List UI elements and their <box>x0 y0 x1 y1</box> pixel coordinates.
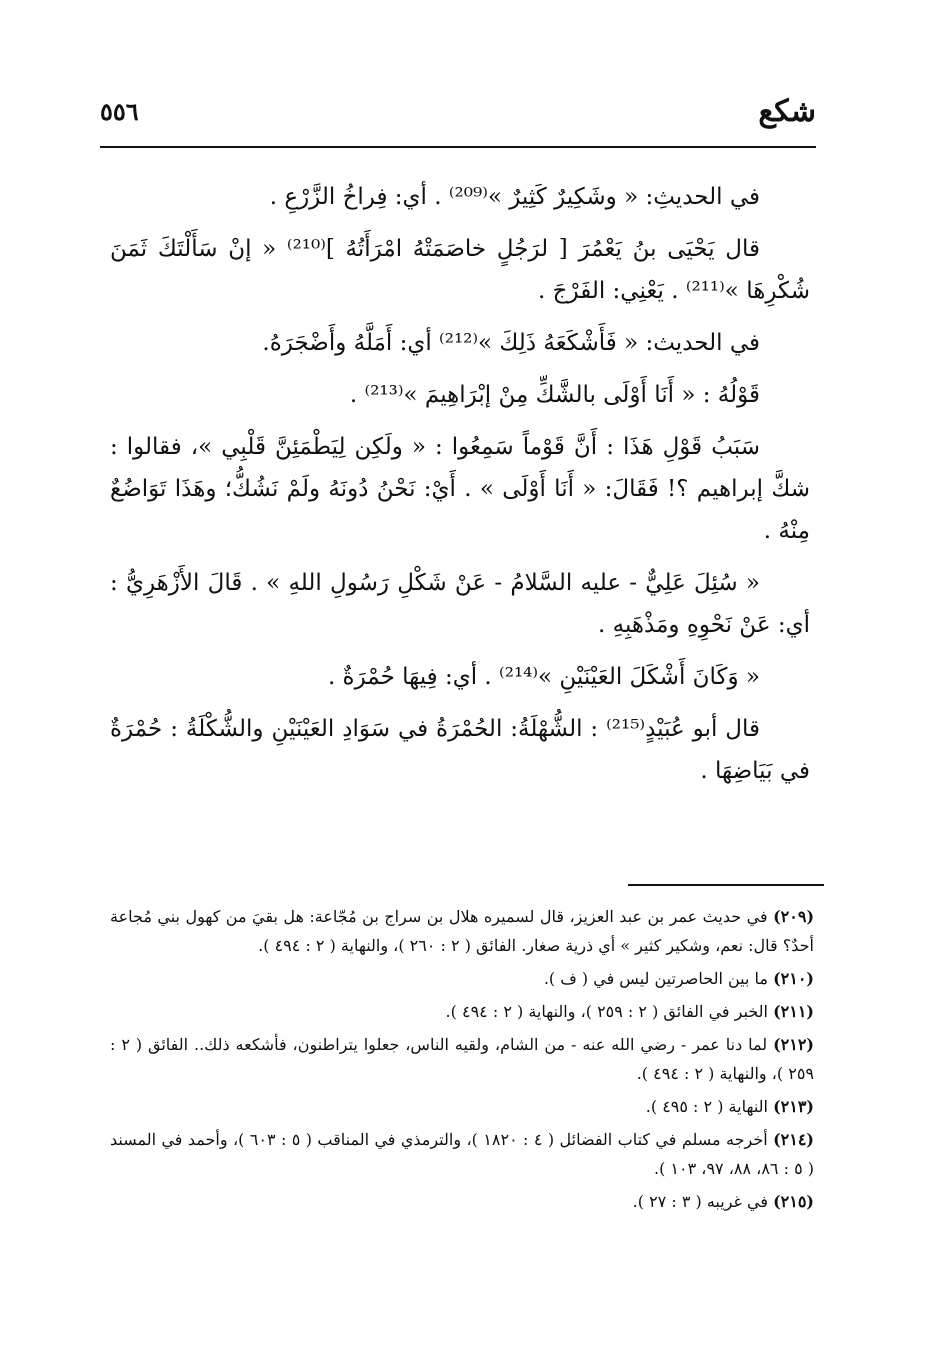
footnote-text: في غريبه ( ٣ : ٢٧ ). <box>632 1192 768 1211</box>
footnote-number: (٢١٣) <box>773 1097 814 1116</box>
footnote-number: (٢٠٩) <box>773 907 815 926</box>
footnote-text: ما بين الحاصرتين ليس في ( ف ). <box>543 969 768 988</box>
footnote <box>110 1030 814 1088</box>
paragraph: سَبَبُ قَوْلِ هَذَا : أَنَّ قَوْماً سَمِعُوا : « ولَكِن لِيَطْمَئِنَّ قَلْبِي »، فقالوا : شكَّ إبراهيم ؟! فَقَالَ: « أَنَا أَوْلَى » . أَيْ: نَحْنُ دُونَهُ ولَمْ نَشُكُّ؛ وهَذَا تَوَاضُعٌ مِنْهُ . <box>110 434 810 544</box>
page-header <box>100 92 816 136</box>
footnote-text: الخبر في الفائق ( ٢ : ٢٥٩ )، والنهاية ( ٢ : ٤٩٤ ). <box>445 1002 768 1021</box>
footnote-number: (٢١٠) <box>773 969 814 988</box>
page-number: ٥٥٦ <box>100 97 139 126</box>
header-divider <box>100 146 816 148</box>
footnote-text: النهاية ( ٢ : ٤٩٥ ). <box>645 1097 768 1116</box>
footnote-number: (٢١٥) <box>773 1192 814 1211</box>
paragraph: قال أبو عُبَيْدٍ⁽²¹⁵⁾ : الشُّهْلَةُ: الحُمْرَةُ في سَوَادِ العَيْنَيْنِ والشُّكْلَةُ : حُمْرَةٌ في بَيَاضِهَا . <box>110 716 810 784</box>
footnote-number: (٢١٢) <box>773 1035 814 1054</box>
footnote-number: (٢١١) <box>773 1002 814 1021</box>
main-text <box>110 176 810 802</box>
paragraph: في الحديثِ: « وشَكِيرٌ كَثِيرٌ »⁽²⁰⁹⁾ . أي: فِراخُ الزَّرْعِ . <box>269 184 760 210</box>
footnotes <box>110 902 814 1220</box>
footnote-text: أخرجه مسلم في كتاب الفضائل ( ٤ : ١٨٢٠ )، والترمذي في المناقب ( ٥ : ٦٠٣ )، وأحمد في المسند ( ٥ : ٨٦، ٨٨، ٩٧، ١٠٣ ). <box>110 1130 814 1178</box>
footnote <box>110 964 814 993</box>
footnote-number: (٢١٤) <box>773 1130 814 1149</box>
footnote-text: في حديث عمر بن عبد العزيز، قال لسميره هلال بن سراج بن مُجّاعة: هل بقيَ من كهول بني مُجاعة أحدٌ؟ قال: نعم، وشكير كثير » أي ذرية صغار. الفائق ( ٢ : ٢٦٠ )، والنهاية ( ٢ : ٤٩٤ ). <box>110 907 814 955</box>
footnote <box>110 1187 814 1216</box>
paragraph: قال يَحْيَى بنُ يَعْمُرَ [ لرَجُلٍ خاصَمَتْهُ امْرَأَتُهُ ]⁽²¹⁰⁾ « إنْ سَأَلْتَكَ ثَمَنَ شُكْرِهَا »⁽²¹¹⁾ . يَعْنِي: الفَرْجَ . <box>110 236 810 304</box>
paragraph: في الحديث: « فَأَشْكَعَهُ ذَلِكَ »⁽²¹²⁾ أي: أَمَلَّهُ وأَضْجَرَهُ. <box>262 330 760 356</box>
footnote <box>110 1092 814 1121</box>
paragraph: « وَكَانَ أَشْكَلَ العَيْنَيْنِ »⁽²¹⁴⁾ . أي: فِيهَا حُمْرَةٌ . <box>327 664 760 690</box>
footnote <box>110 997 814 1026</box>
footnote-divider <box>628 884 824 886</box>
entry-title: شكع <box>758 94 816 129</box>
footnote <box>110 902 814 960</box>
paragraph: قَوْلُهُ : « أَنَا أَوْلَى بالشَّكِّ مِنْ إبْرَاهِيمَ »⁽²¹³⁾ . <box>349 382 760 408</box>
footnote-text: لما دنا عمر - رضي الله عنه - من الشام، ولقيه الناس، جعلوا يتراطنون، فأشكعه ذلك.. الفائق ( ٢ : ٢٥٩ )، والنهاية ( ٢ : ٤٩٤ ). <box>110 1035 814 1083</box>
footnote <box>110 1125 814 1183</box>
paragraph: « سُئِلَ عَلِيٌّ - عليه السَّلامُ - عَنْ شَكْلِ رَسُولِ اللهِ » . قَالَ الأَزْهَرِيُّ : أي: عَنْ نَحْوِهِ ومَذْهَبِهِ . <box>110 570 810 638</box>
